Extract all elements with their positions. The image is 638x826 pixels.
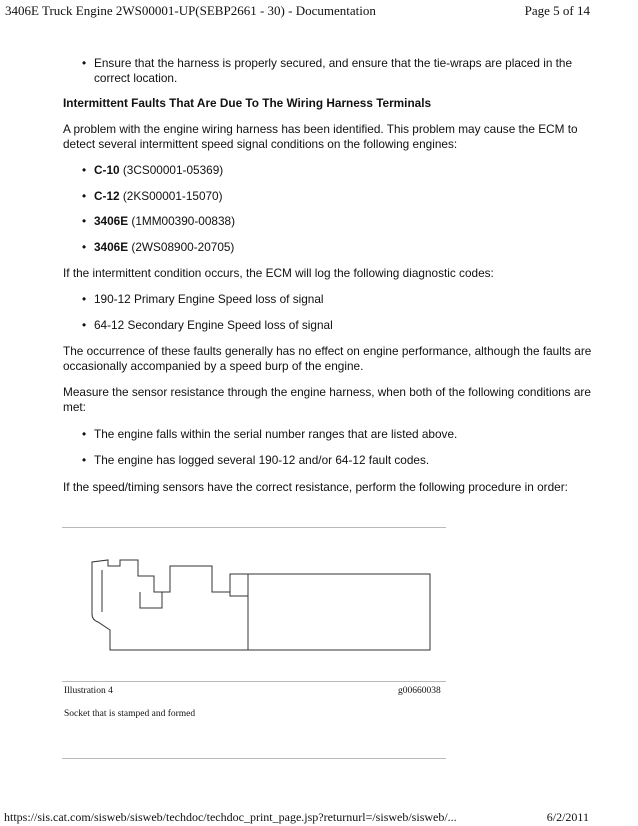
bullet-icon: •	[82, 56, 87, 70]
bullet-icon: •	[82, 318, 87, 332]
page-url: https://sis.cat.com/sisweb/sisweb/techdoc/techdoc_print_page.jsp?returnurl=/sisweb/sisweb/...	[4, 810, 457, 824]
figure-caption-rule	[62, 681, 446, 682]
bullet-icon: •	[82, 453, 87, 467]
bullet-icon: •	[82, 214, 87, 228]
illustration-caption: Socket that is stamped and formed	[64, 709, 196, 719]
harness-bullet-line2: correct location.	[94, 71, 178, 85]
document-title: 3406E Truck Engine 2WS00001-UP(SEBP2661 - 30) - Documentation	[5, 3, 376, 18]
bullet-icon: •	[82, 292, 87, 306]
effect-paragraph-line1: The occurrence of these faults generally has no effect on engine performance, although the faults are	[63, 344, 592, 358]
page-number: Page 5 of 14	[524, 3, 590, 18]
illustration-label: Illustration 4	[64, 686, 113, 696]
bullet-icon: •	[82, 240, 87, 254]
figure-bottom-rule	[62, 758, 446, 759]
diagnostic-code-item: 190-12 Primary Engine Speed loss of signal	[94, 292, 324, 306]
measure-paragraph-line1: Measure the sensor resistance through the engine harness, when both of the following conditions are	[63, 385, 591, 399]
bullet-icon: •	[82, 189, 87, 203]
codes-intro-paragraph: If the intermittent condition occurs, the ECM will log the following diagnostic codes:	[63, 266, 494, 280]
engine-item: 3406E (1MM00390-00838)	[94, 214, 236, 228]
intro-paragraph-line1: A problem with the engine wiring harness has been identified. This problem may cause the ECM to	[63, 122, 578, 136]
condition-item: The engine has logged several 190-12 and/or 64-12 fault codes.	[94, 453, 430, 467]
intro-paragraph-line2: detect several intermittent speed signal conditions on the following engines:	[63, 137, 458, 151]
engine-item: C-10 (3CS00001-05369)	[94, 163, 224, 177]
procedure-paragraph: If the speed/timing sensors have the correct resistance, perform the following procedure in order:	[63, 480, 568, 494]
section-heading: Intermittent Faults That Are Due To The Wiring Harness Terminals	[63, 96, 432, 110]
print-date: 6/2/2011	[546, 810, 589, 824]
effect-paragraph-line2: occasionally accompanied by a speed burp of the engine.	[63, 359, 364, 373]
figure-top-rule	[62, 527, 446, 528]
socket-illustration	[62, 530, 446, 680]
engine-item: C-12 (2KS00001-15070)	[94, 189, 223, 203]
condition-item: The engine falls within the serial number ranges that are listed above.	[94, 427, 458, 441]
diagnostic-code-item: 64-12 Secondary Engine Speed loss of signal	[94, 318, 333, 332]
harness-bullet-line1: Ensure that the harness is properly secured, and ensure that the tie-wraps are placed in the	[94, 56, 573, 70]
illustration-code: g00660038	[398, 686, 441, 696]
measure-paragraph-line2: met:	[63, 400, 86, 414]
bullet-icon: •	[82, 163, 87, 177]
engine-item: 3406E (2WS08900-20705)	[94, 240, 235, 254]
bullet-icon: •	[82, 427, 87, 441]
